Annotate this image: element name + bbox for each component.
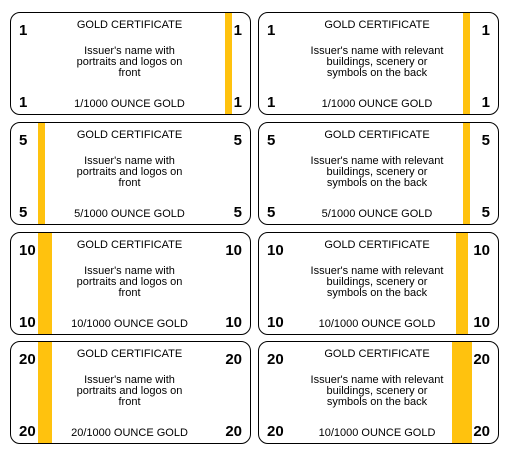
- denomination-number: 20: [225, 423, 242, 440]
- certificate-description: Issuer's name with portraits and logos on front: [76, 155, 183, 189]
- certificate-description: Issuer's name with relevant buildings, scenery or symbols on the back: [310, 374, 444, 408]
- denomination-number: 5: [267, 132, 276, 149]
- denomination-number: 1: [481, 22, 490, 39]
- certificate-description: Issuer's name with portraits and logos on front: [76, 265, 183, 299]
- certificate-denomination-text: 10/1000 OUNCE GOLD: [318, 427, 436, 439]
- denomination-number: 1: [233, 94, 242, 111]
- certificate-card: [258, 12, 499, 115]
- denomination-number: 5: [19, 132, 28, 149]
- denomination-number: 10: [267, 242, 284, 259]
- certificate-card: [10, 12, 251, 115]
- certificate-title: GOLD CERTIFICATE: [76, 129, 183, 141]
- certificate-denomination-text: 5/1000 OUNCE GOLD: [321, 208, 433, 220]
- denomination-number: 10: [225, 314, 242, 331]
- certificate-card: [258, 122, 499, 225]
- certificate-title: GOLD CERTIFICATE: [324, 19, 430, 31]
- certificate-title: GOLD CERTIFICATE: [76, 348, 183, 360]
- certificate-title: GOLD CERTIFICATE: [324, 129, 430, 141]
- denomination-number: 20: [19, 423, 36, 440]
- certificate-card: [10, 341, 251, 444]
- certificate-title: GOLD CERTIFICATE: [76, 239, 183, 251]
- denomination-number: 10: [473, 242, 490, 259]
- certificate-denomination-text: 1/1000 OUNCE GOLD: [74, 98, 185, 110]
- certificate-description: Issuer's name with portraits and logos on front: [76, 374, 183, 408]
- certificate-title: GOLD CERTIFICATE: [76, 19, 183, 31]
- certificate-description: Issuer's name with relevant buildings, scenery or symbols on the back: [310, 265, 444, 299]
- denomination-number: 5: [481, 132, 490, 149]
- denomination-number: 1: [19, 94, 28, 111]
- denomination-number: 10: [225, 242, 242, 259]
- gold-stripe: [463, 13, 470, 114]
- denomination-number: 5: [267, 204, 276, 221]
- denomination-number: 10: [267, 314, 284, 331]
- denomination-number: 1: [19, 22, 28, 39]
- denomination-number: 1: [267, 22, 276, 39]
- denomination-number: 5: [19, 204, 28, 221]
- denomination-number: 1: [233, 22, 242, 39]
- denomination-number: 20: [225, 351, 242, 368]
- certificate-denomination-text: 1/1000 OUNCE GOLD: [321, 98, 433, 110]
- gold-stripe: [463, 123, 470, 224]
- denomination-number: 10: [19, 242, 36, 259]
- gold-stripe: [456, 233, 468, 334]
- denomination-number: 10: [19, 314, 36, 331]
- certificate-description: Issuer's name with portraits and logos on front: [76, 45, 183, 79]
- denomination-number: 20: [267, 423, 284, 440]
- denomination-number: 20: [473, 423, 490, 440]
- certificate-denomination-text: 10/1000 OUNCE GOLD: [318, 318, 436, 330]
- denomination-number: 5: [481, 204, 490, 221]
- denomination-number: 20: [473, 351, 490, 368]
- certificate-card: [258, 341, 499, 444]
- certificate-card: [10, 232, 251, 335]
- gold-stripe: [38, 123, 45, 224]
- certificate-card: [10, 122, 251, 225]
- denomination-number: 1: [481, 94, 490, 111]
- denomination-number: 5: [233, 204, 242, 221]
- certificate-title: GOLD CERTIFICATE: [324, 239, 430, 251]
- certificate-denomination-text: 20/1000 OUNCE GOLD: [71, 427, 188, 439]
- gold-stripe: [225, 13, 232, 114]
- certificate-description: Issuer's name with relevant buildings, scenery or symbols on the back: [310, 155, 444, 189]
- certificate-denomination-text: 5/1000 OUNCE GOLD: [74, 208, 185, 220]
- certificate-title: GOLD CERTIFICATE: [324, 348, 430, 360]
- denomination-number: 1: [267, 94, 276, 111]
- denomination-number: 20: [19, 351, 36, 368]
- certificate-denomination-text: 10/1000 OUNCE GOLD: [71, 318, 188, 330]
- certificate-description: Issuer's name with relevant buildings, scenery or symbols on the back: [310, 45, 444, 79]
- denomination-number: 10: [473, 314, 490, 331]
- certificate-card: [258, 232, 499, 335]
- denomination-number: 5: [233, 132, 242, 149]
- denomination-number: 20: [267, 351, 284, 368]
